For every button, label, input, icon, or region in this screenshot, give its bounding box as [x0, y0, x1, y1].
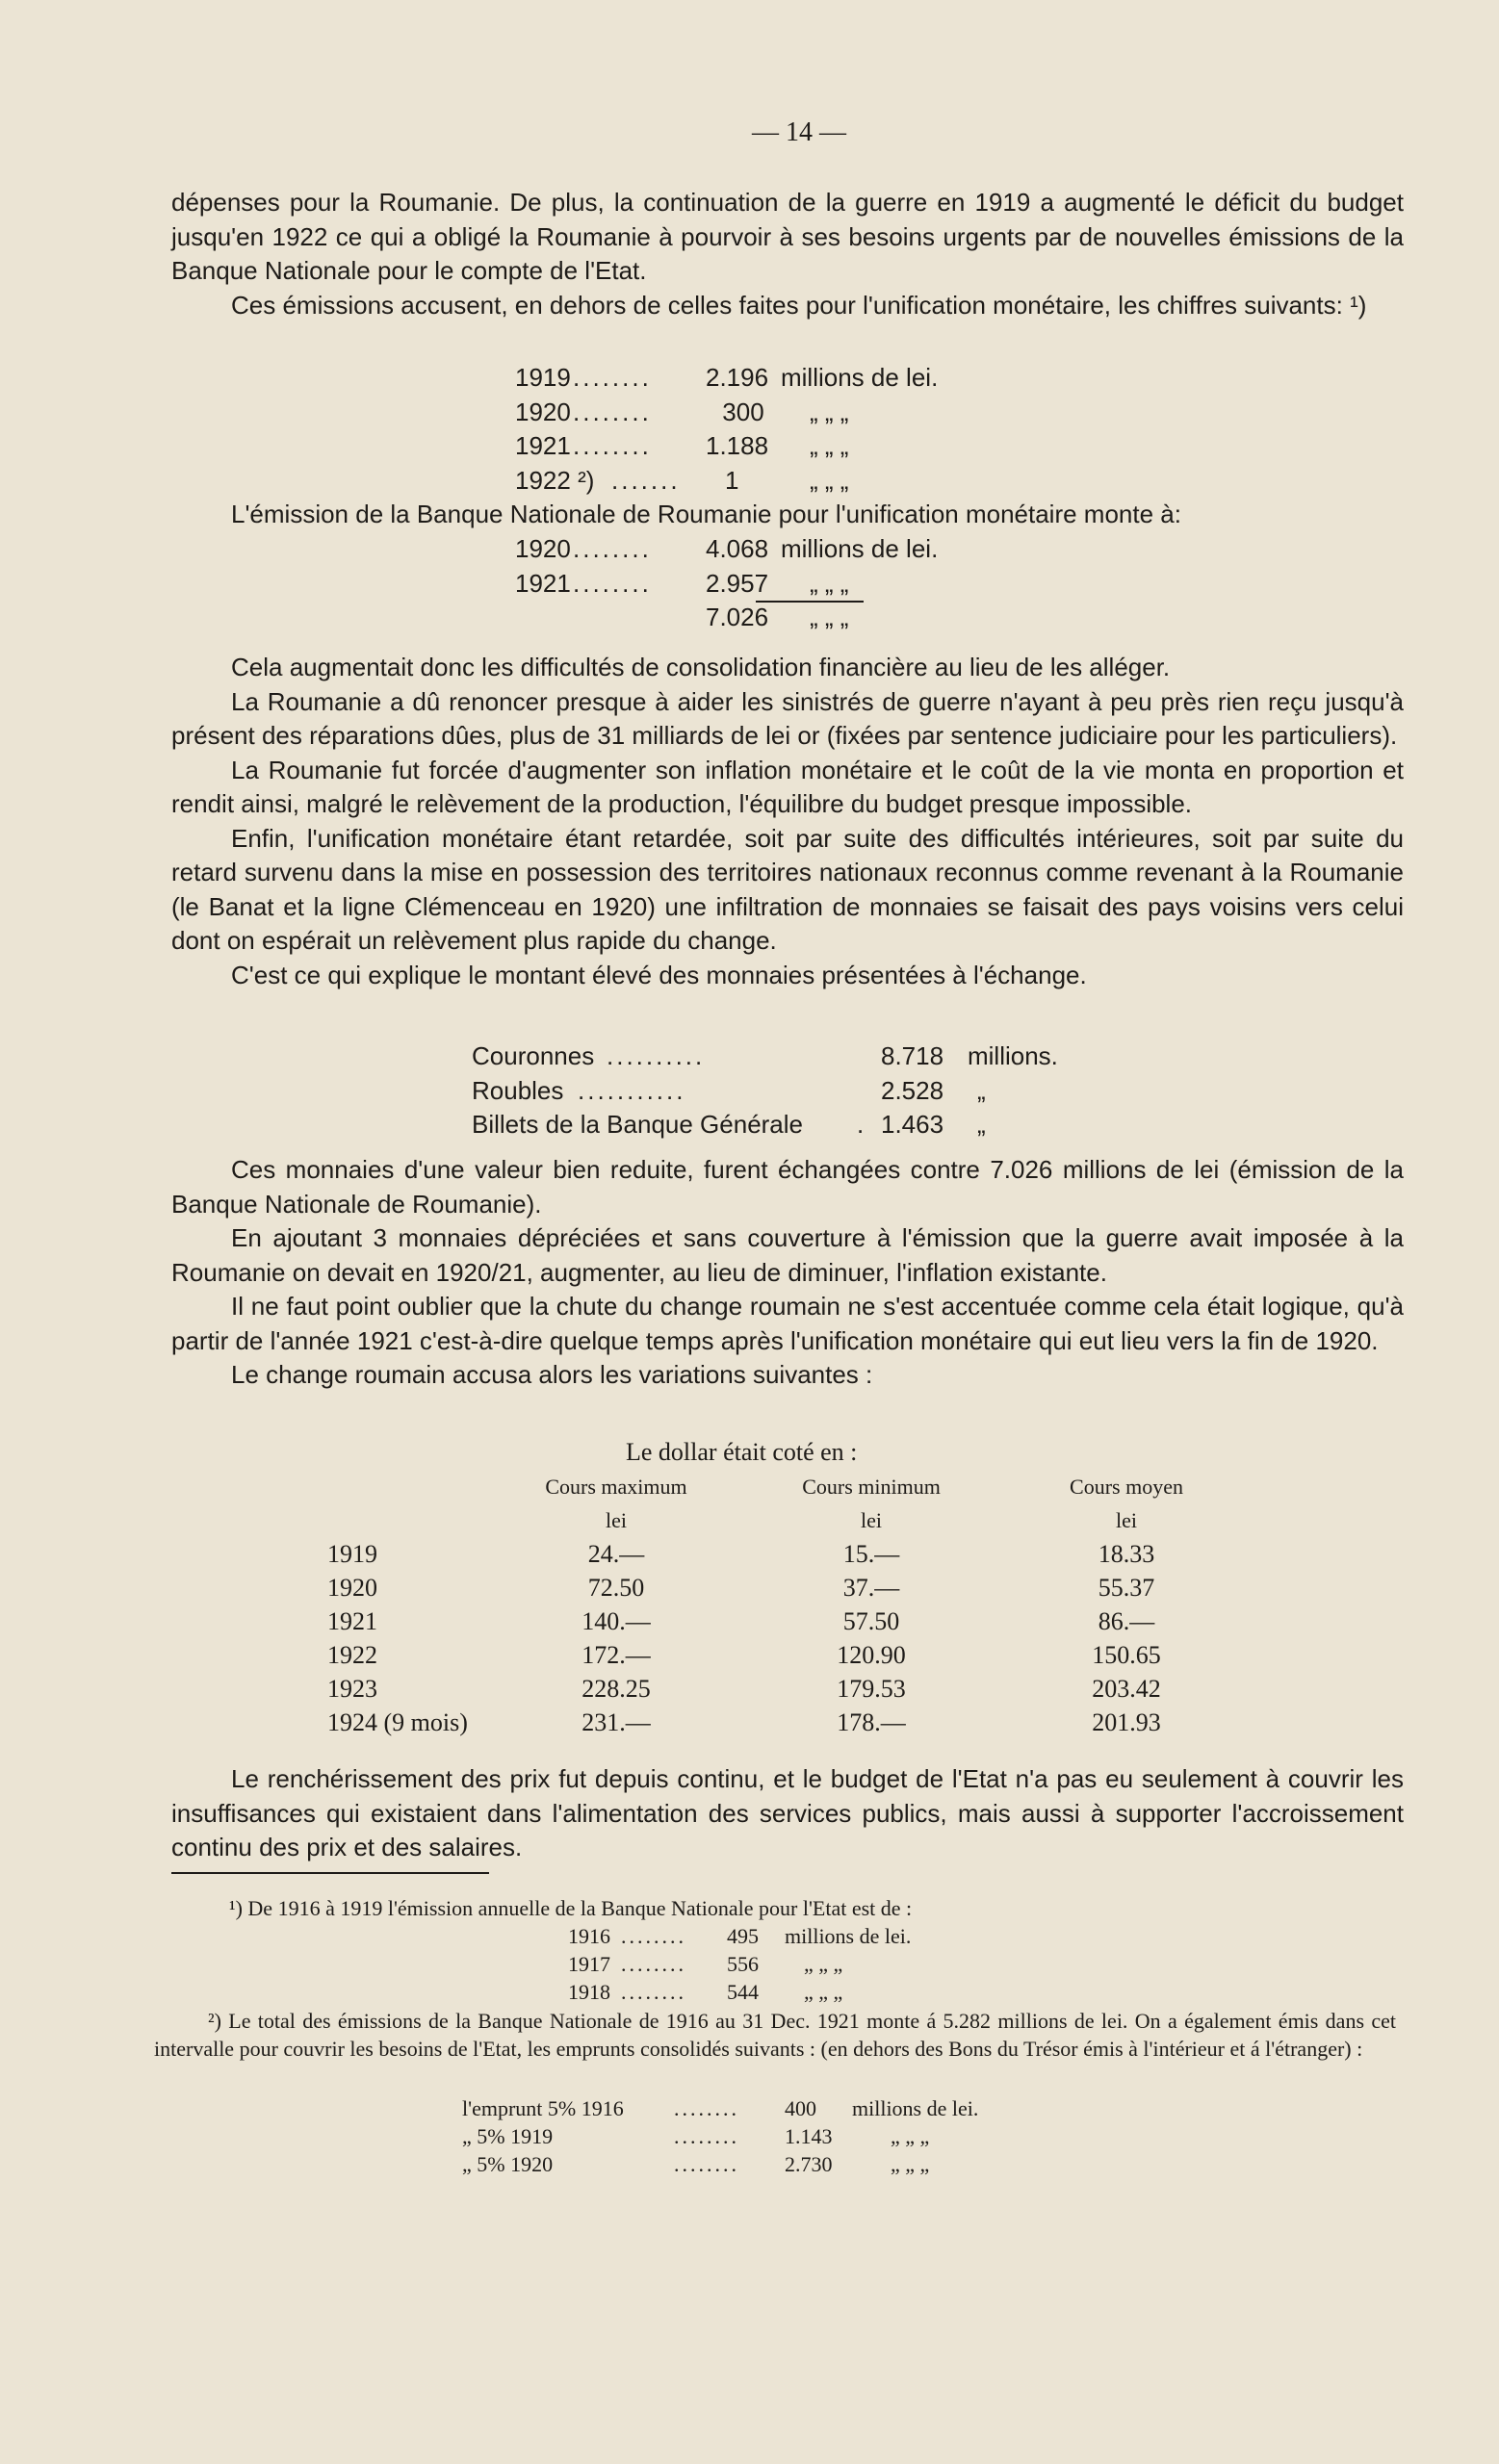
sum-rule [756, 601, 864, 603]
table-subheader-row: lei lei lei [606, 1507, 1137, 1532]
column-header-max: Cours maximum [545, 1474, 687, 1499]
table-header-row [327, 1470, 1252, 1503]
column-header-min: Cours minimum [802, 1474, 941, 1499]
text-block-top [171, 186, 1404, 322]
paragraph: Le change roumain accusa alors les variations suivantes : [231, 1360, 873, 1389]
paragraph: Il ne faut point oublier que la chute du change roumain ne s'est accentuée comme cela était logique, qu'à partir de l'année 1921 c'est-à-dire quelque temps après l'unification monétaire qui eut lieu vers la fin de 1920. [171, 1292, 1404, 1355]
list-item: 1920 ........ 4.068 millions de lei. [515, 534, 939, 563]
paragraph: Ces monnaies d'une valeur bien reduite, furent échangées contre 7.026 millions de lei (émission de la Banque Nationale de Roumanie). [171, 1155, 1404, 1219]
paragraph: L'émission de la Banque Nationale de Roumanie pour l'unification monétaire monte à: [231, 500, 1181, 528]
text-block-end [171, 1762, 1404, 1865]
table-row: 1919 24.— 15.— 18.33 [327, 1539, 1155, 1568]
paragraph: Enfin, l'unification monétaire étant retardée, soit par suite des difficultés intérieures, soit par suite du retard survenu dans la mise en possession des territoires nationaux reconnus comme revenant à la Roumanie (le Banat et la ligne Clémenceau en 1920) une infiltration de monnaies se faisait des pays voisins vers celui dont on espérait un relèvement plus rapide du change. [171, 823, 1404, 955]
list-item: l'emprunt 5% 1916 ........ 400 millions de lei. [462, 2096, 979, 2120]
table-row: 1923 228.25 179.53 203.42 [327, 1674, 1161, 1703]
page-number: — 14 — [752, 117, 846, 147]
list-item: 1917 ........ 556 „ „ „ [568, 1952, 843, 1976]
table-row: 1920 72.50 37.— 55.37 [327, 1573, 1155, 1602]
currencies-list [472, 1040, 1058, 1142]
text-block-mid [171, 651, 1404, 992]
text-block-unification [171, 498, 1404, 532]
paragraph: La Roumanie fut forcée d'augmenter son inflation monétaire et le coût de la vie monta en proportion et rendit ainsi, malgré le relèvement de la production, l'équilibre du budget presque impossible. [171, 755, 1404, 818]
table-row: 1924 (9 mois) 231.— 178.— 201.93 [327, 1707, 1161, 1736]
footnote-1-text: ¹) De 1916 à 1919 l'émission annuelle de la Banque Nationale pour l'Etat est de : [229, 1896, 913, 1920]
paragraph: dépenses pour la Roumanie. De plus, la continuation de la guerre en 1919 a augmenté le déficit du budget jusqu'en 1922 ce qui a obligé la Roumanie à pourvoir à ses besoins urgents par de nouvelles émissions de la Banque Nationale pour le compte de l'Etat. [171, 188, 1404, 285]
list-item: Couronnes .......... 8.718 millions. [472, 1041, 1058, 1070]
paragraph: La Roumanie a dû renoncer presque à aider les sinistrés de guerre n'ayant à peu près rien reçu jusqu'à présent des réparations dûes, plus de 31 milliards de lei or (fixées par sentence judiciaire pour les particuliers). [171, 686, 1404, 750]
list-item: „ 5% 1919 ........ 1.143 „ „ „ [462, 2124, 930, 2148]
footnote-2-text: ²) Le total des émissions de la Banque Nationale de 1916 au 31 Dec. 1921 monte á 5.282 millions de lei. On a également émis dans cet intervalle pour couvrir les besoins de l'Etat, les emprunts consolidés suivants : (en dehors des Bons du Trésor émis à l'intérieur et á l'étranger) : [154, 2009, 1396, 2061]
list-item: 1921 ........ 1.188 „ „ „ [515, 431, 849, 460]
paragraph: En ajoutant 3 monnaies dépréciées et sans couverture à l'émission que la guerre avait imposée à la Roumanie on devait en 1920/21, augmenter, au lieu de diminuer, l'inflation existante. [171, 1223, 1404, 1287]
emissions-list [515, 361, 938, 498]
list-item: 1920 ........ 300 „ „ „ [515, 397, 849, 426]
list-item: Roubles ........... 2.528 „ [472, 1075, 986, 1105]
paragraph: C'est ce qui explique le montant élevé des monnaies présentées à l'échange. [231, 960, 1087, 989]
list-item: 1918 ........ 544 „ „ „ [568, 1980, 843, 2004]
footnote-2-list [462, 2094, 978, 2178]
paragraph: Le renchérissement des prix fut depuis continu, et le budget de l'Etat n'a pas eu seulement à couvrir les insuffisances qui existaient dans l'alimentation des services publics, mais aussi à supporter l'accroissement continu des prix et des salaires. [171, 1764, 1404, 1861]
rates-title: Le dollar était coté en : [626, 1438, 858, 1466]
unification-list [515, 532, 938, 635]
table-row: 1922 172.— 120.90 150.65 [327, 1640, 1161, 1669]
text-block-low [171, 1153, 1404, 1393]
column-header-avg: Cours moyen [1070, 1474, 1183, 1499]
list-item: 1916 ........ 495 millions de lei. [568, 1924, 912, 1948]
rates-table [327, 1470, 1252, 1739]
footnote-1-list [568, 1922, 911, 2006]
list-item: 1921 ........ 2.957 „ „ „ [515, 568, 849, 598]
list-item: Billets de la Banque Générale . 1.463 „ [472, 1110, 986, 1139]
paragraph: Cela augmentait donc les difficultés de consolidation financière au lieu de les alléger. [231, 653, 1171, 681]
list-item: 1922 ²) ....... 1 „ „ „ [515, 465, 849, 495]
table-row: 1921 140.— 57.50 86.— [327, 1606, 1155, 1635]
list-item-total: 7.026 „ „ „ [706, 603, 849, 631]
footnote-separator [171, 1872, 489, 1874]
paragraph: Ces émissions accusent, en dehors de celles faites pour l'unification monétaire, les chiffres suivants: ¹) [231, 290, 1367, 320]
list-item: 1919 ........ 2.196 millions de lei. [515, 363, 939, 392]
list-item: „ 5% 1920 ........ 2.730 „ „ „ [462, 2152, 930, 2176]
